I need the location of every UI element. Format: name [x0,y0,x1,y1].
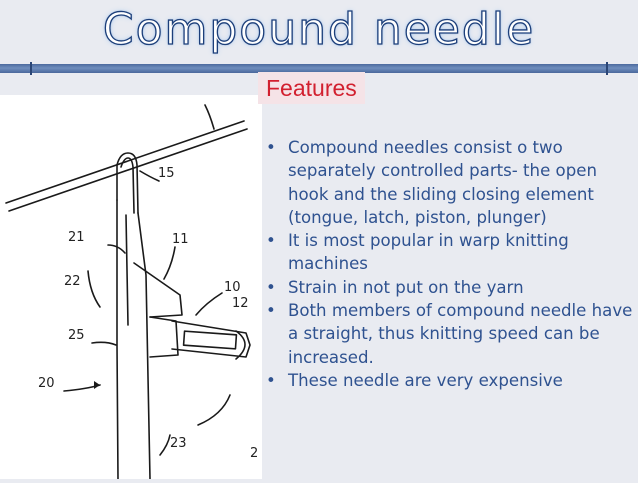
needle-patent-figure [0,95,262,479]
bullet-glyph: • [266,277,276,297]
needle-drawing [0,95,262,479]
feature-text: Both members of compound needle have a straight, thus knitting speed can be increased. [288,301,633,367]
figure-label-10: 10 [224,280,241,295]
feature-text: Strain in not put on the yarn [288,277,524,297]
figure-label-20: 20 [38,376,55,391]
feature-item [262,136,634,229]
yarn-line-lower [9,129,247,211]
features-heading: Features [258,72,365,104]
feature-item [262,369,634,392]
bullet-glyph: • [266,370,276,390]
bullet-glyph: • [266,138,276,157]
figure-label-12: 12 [232,296,249,311]
feature-text: These needle are very expensive [288,370,563,390]
divider-tick-right [606,62,608,75]
divider-tick-left [30,62,32,75]
figure-label-11: 11 [172,232,189,247]
figure-label-21: 21 [68,230,85,245]
bullet-glyph: • [266,301,276,321]
closing-element [134,263,182,317]
figure-label-22: 22 [64,274,81,289]
feature-text: Compound needles consist o two separately controlled parts- the open hook and the sliding closing element (tongue, latch, piston, plunger) [288,138,597,227]
yarn-line [6,121,244,203]
slide-title: Compound needle [102,4,536,55]
feature-text: It is most popular in warp knitting machines [288,231,569,274]
bullet-glyph: • [266,231,276,251]
figure-label-25: 25 [68,328,85,343]
figure-label-23: 23 [170,436,187,451]
feature-list [262,136,634,392]
needle-stem-right [138,213,150,479]
figure-label-15: 15 [158,166,175,181]
needle-hook [117,153,138,213]
needle-stem-left [117,200,118,479]
feature-item [262,276,634,299]
feature-item [262,229,634,276]
feature-item [262,299,634,369]
figure-label-2: 2 [250,446,259,461]
